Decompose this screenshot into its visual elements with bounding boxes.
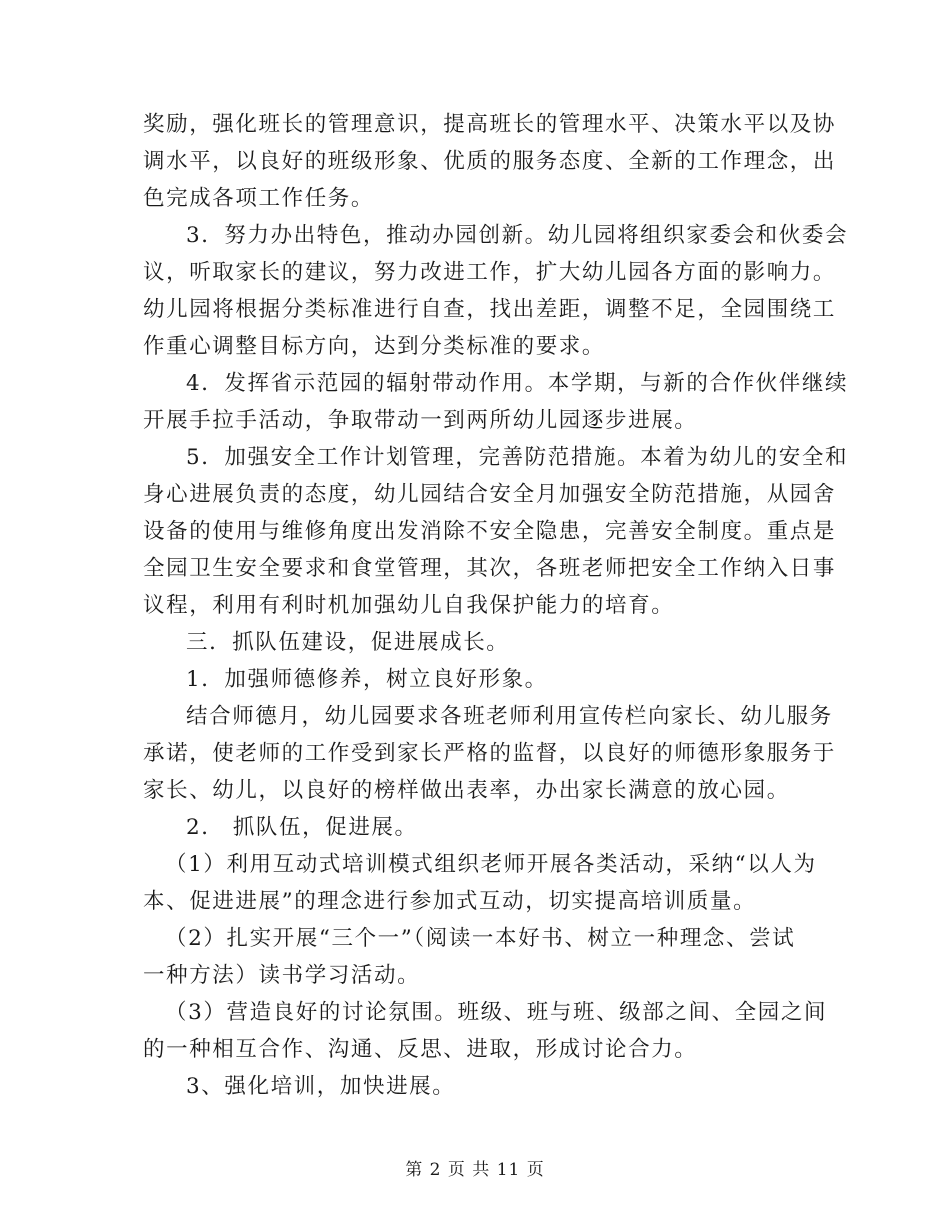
text-line: 开展手拉手活动，争取带动一到两所幼儿园逐步进展。 [143,408,698,433]
text-line: 身心进展负责的态度，幼儿园结合安全月加强安全防范措施，从园舍 [143,482,837,507]
text-line: （1）利用互动式培训模式组织老师开展各类活动，采纳“以人为 [165,852,817,877]
text-line: 本、促进进展”的理念进行参加式互动，切实提高培训质量。 [143,889,757,914]
text-line: （2）扎实开展“三个一”（阅读一本好书、树立一种理念、尝试 [165,926,796,951]
text-line: 5．加强安全工作计划管理，完善防范措施。本着为幼儿的安全和 [186,445,849,470]
text-line: 家长、幼儿，以良好的榜样做出表率，办出家长满意的放心园。 [143,778,790,803]
text-line: 议程，利用有利时机加强幼儿自我保护能力的培育。 [143,593,675,618]
text-line: 全园卫生安全要求和食堂管理，其次，各班老师把安全工作纳入日事 [143,556,837,581]
subsection-heading: 1．加强师德修养，树立良好形象。 [186,667,548,692]
page-number-footer: 第 2 页 共 11 页 [405,1160,545,1180]
text-line: 作重心调整目标方向，达到分类标准的要求。 [143,334,606,359]
subsection-heading: 3、强化培训，加快进展。 [186,1074,456,1099]
text-line: 幼儿园将根据分类标准进行自查，找出差距，调整不足，全园围绕工 [143,297,837,322]
text-line: 奖励，强化班长的管理意识，提高班长的管理水平、决策水平以及协 [143,112,837,137]
text-line: 色完成各项工作任务。 [143,186,375,211]
subsection-heading: 2． 抓队伍，促进展。 [186,815,418,840]
text-line: 议，听取家长的建议，努力改进工作，扩大幼儿园各方面的影响力。 [143,260,837,285]
section-heading: 三．抓队伍建设，促进展成长。 [186,630,510,655]
text-line: 承诺，使老师的工作受到家长严格的监督，以良好的师德形象服务于 [143,741,837,766]
text-line: （3）营造良好的讨论氛围。班级、班与班、级部之间、全园之间 [165,1000,828,1025]
text-line: 一种方法）读书学习活动。 [143,963,421,988]
text-line: 结合师德月，幼儿园要求各班老师利用宣传栏向家长、幼儿服务 [186,704,833,729]
text-line: 3．努力办出特色，推动办园创新。幼儿园将组织家委会和伙委会 [186,223,849,248]
text-line: 调水平，以良好的班级形象、优质的服务态度、全新的工作理念，出 [143,149,837,174]
text-line: 的一种相互合作、沟通、反思、进取，形成讨论合力。 [143,1037,698,1062]
text-line: 4．发挥省示范园的辐射带动作用。本学期，与新的合作伙伴继续 [186,371,849,396]
text-line: 设备的使用与维修角度出发消除不安全隐患，完善安全制度。重点是 [143,519,837,544]
